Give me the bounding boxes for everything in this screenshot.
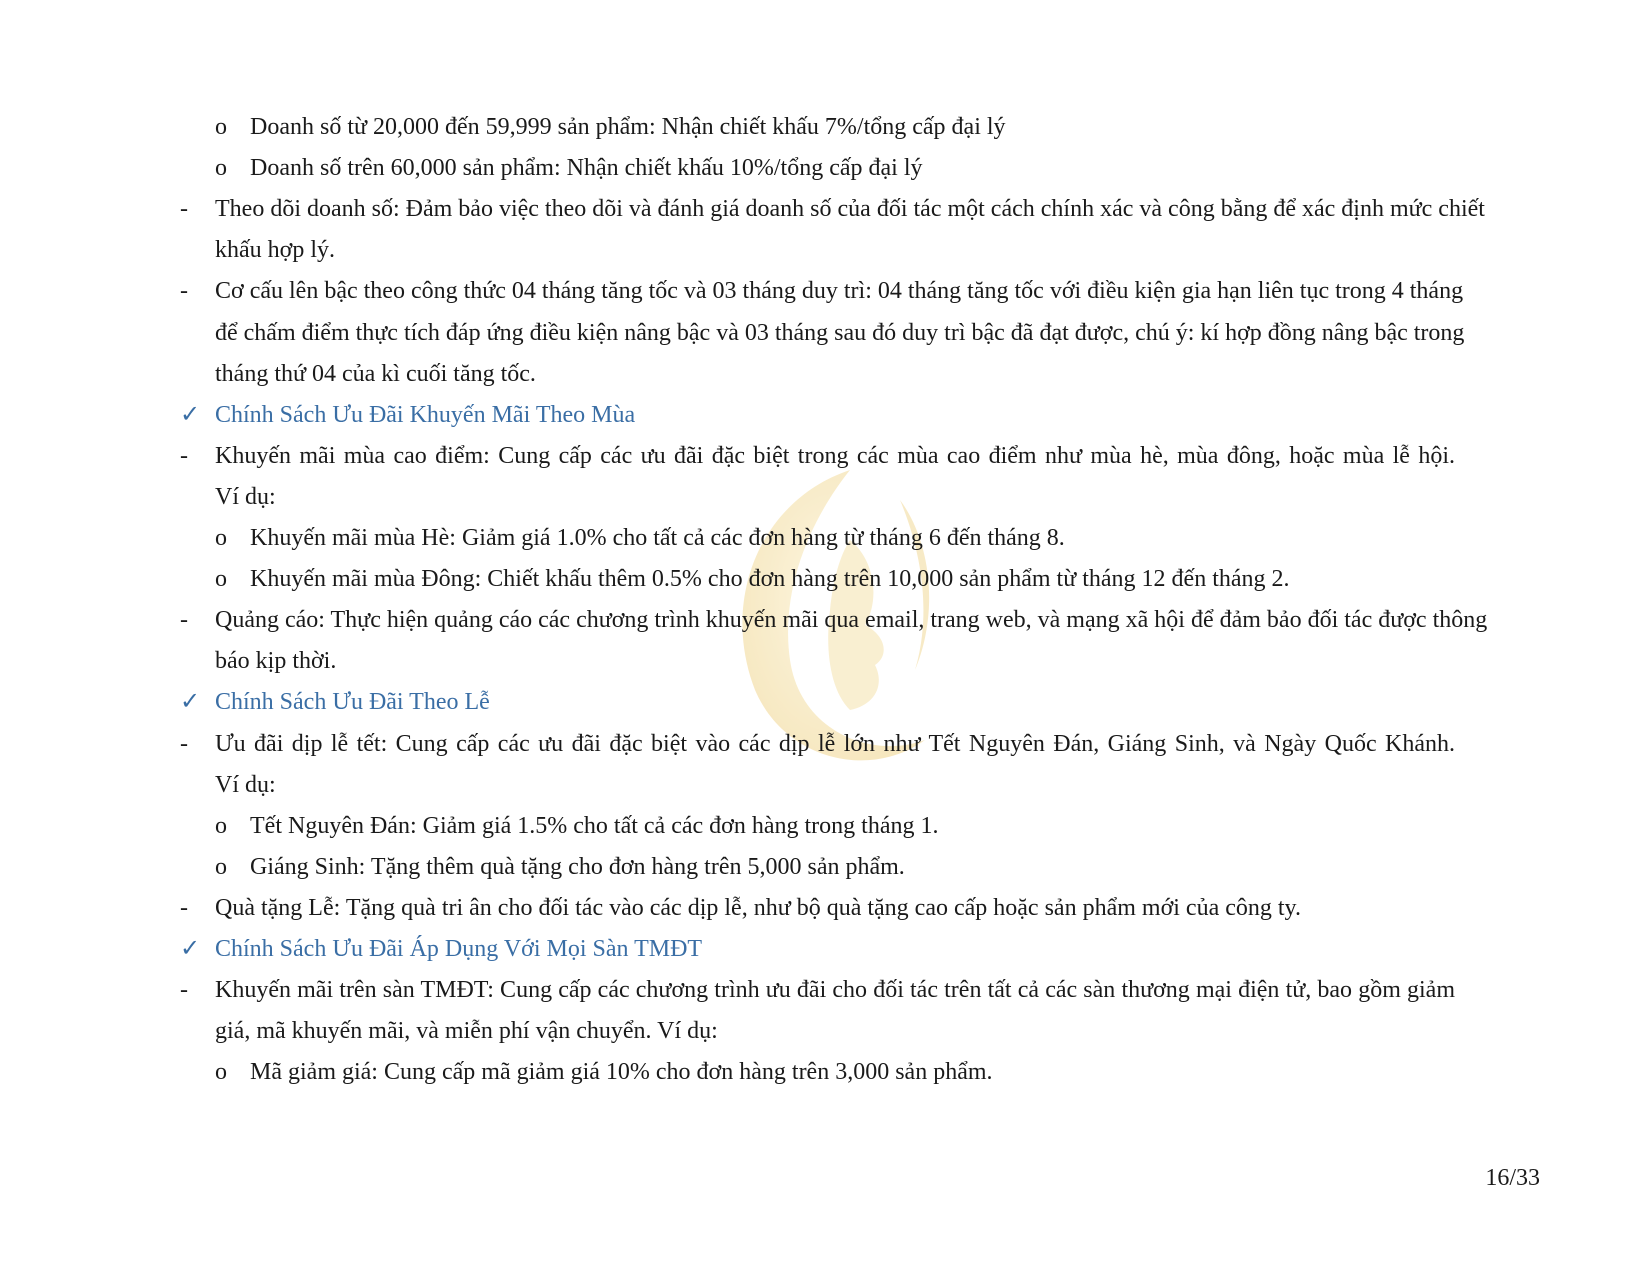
sub-bullet-marker: o: [215, 566, 227, 593]
sub-bullet-marker: o: [215, 525, 227, 551]
sub-bullet-marker: o: [215, 114, 227, 140]
dash-bullet-marker: -: [180, 894, 188, 921]
sub-bullet-marker: o: [215, 853, 227, 880]
dash-bullet-marker: -: [180, 196, 188, 223]
check-icon: ✓: [180, 401, 201, 428]
section-heading: Chính Sách Ưu Đãi Áp Dụng Với Mọi Sàn TMĐT: [215, 936, 703, 962]
sub-bullet-marker: o: [215, 155, 227, 182]
sub-list-item-text: Khuyến mãi mùa Hè: Giảm giá 1.0% cho tất cả các đơn hàng từ tháng 6 đến tháng 8.: [250, 525, 1065, 551]
check-icon: ✓: [180, 689, 201, 716]
list-item-text: Quảng cáo: Thực hiện quảng cáo các chương trình khuyến mãi qua email, trang web, và mạng xã hội để đảm bảo đối tác được thông: [215, 607, 1488, 634]
list-item-text: để chấm điểm thực tích đáp ứng điều kiện nâng bậc và 03 tháng sau đó duy trì bậc đã đạt được, chú ý: kí hợp đồng nâng bậc trong: [215, 319, 1465, 346]
dash-bullet-marker: -: [180, 278, 188, 305]
list-item-text: Theo dõi doanh số: Đảm bảo việc theo dõi và đánh giá doanh số của đối tác một cách chính xác và công bằng để xác định mức chiết: [215, 196, 1485, 223]
list-item-text: báo kịp thời.: [215, 648, 337, 675]
list-item-text: Khuyến mãi trên sàn TMĐT: Cung cấp các chương trình ưu đãi cho đối tác trên tất cả các sàn thương mại điện tử, bao gồm giảm: [215, 977, 1455, 1004]
sub-list-item-text: Khuyến mãi mùa Đông: Chiết khấu thêm 0.5% cho đơn hàng trên 10,000 sản phẩm từ tháng 12 đến tháng 2.: [250, 566, 1290, 593]
list-item-text: tháng thứ 04 của kì cuối tăng tốc.: [215, 360, 536, 387]
check-icon: ✓: [180, 936, 201, 962]
page-number: 16/33: [1485, 1165, 1540, 1191]
list-item-text: khấu hợp lý.: [215, 237, 336, 264]
sub-list-item-text: Mã giảm giá: Cung cấp mã giảm giá 10% cho đơn hàng trên 3,000 sản phẩm.: [250, 1059, 993, 1086]
list-item-text: Ví dụ:: [215, 483, 276, 510]
list-item-text: Ví dụ:: [215, 771, 276, 798]
list-item-text: Quà tặng Lễ: Tặng quà tri ân cho đối tác vào các dịp lễ, như bộ quà tặng cao cấp hoặc sản phẩm mới của công ty.: [215, 894, 1301, 921]
sub-list-item-text: Giáng Sinh: Tặng thêm quà tặng cho đơn hàng trên 5,000 sản phẩm.: [250, 853, 905, 880]
list-item-text: Cơ cấu lên bậc theo công thức 04 tháng tăng tốc và 03 tháng duy trì: 04 tháng tăng tốc với điều kiện gia hạn liên tục trong 4 tháng: [215, 278, 1464, 305]
sub-list-item-text: Tết Nguyên Đán: Giảm giá 1.5% cho tất cả các đơn hàng trong tháng 1.: [250, 812, 939, 839]
list-item-text: Khuyến mãi mùa cao điểm: Cung cấp các ưu đãi đặc biệt trong các mùa cao điểm như mùa hè, mùa đông, hoặc mùa lễ hội.: [215, 442, 1455, 469]
sub-bullet-marker: o: [215, 812, 227, 839]
dash-bullet-marker: -: [180, 442, 188, 469]
list-item-text: giá, mã khuyến mãi, và miễn phí vận chuyển. Ví dụ:: [215, 1018, 718, 1045]
dash-bullet-marker: -: [180, 730, 188, 757]
dash-bullet-marker: -: [180, 977, 188, 1004]
sub-list-item-text: Doanh số trên 60,000 sản phẩm: Nhận chiết khấu 10%/tổng cấp đại lý: [250, 155, 923, 182]
sub-list-item-text: Doanh số từ 20,000 đến 59,999 sản phẩm: Nhận chiết khấu 7%/tổng cấp đại lý: [250, 114, 1006, 140]
dash-bullet-marker: -: [180, 607, 188, 634]
sub-bullet-marker: o: [215, 1059, 227, 1086]
list-item-text: Ưu đãi dịp lễ tết: Cung cấp các ưu đãi đặc biệt vào các dịp lễ lớn như Tết Nguyên Đán, Giáng Sinh, và Ngày Quốc Khánh.: [215, 730, 1455, 757]
section-heading: Chính Sách Ưu Đãi Theo Lễ: [215, 689, 490, 716]
section-heading: Chính Sách Ưu Đãi Khuyến Mãi Theo Mùa: [215, 401, 636, 428]
